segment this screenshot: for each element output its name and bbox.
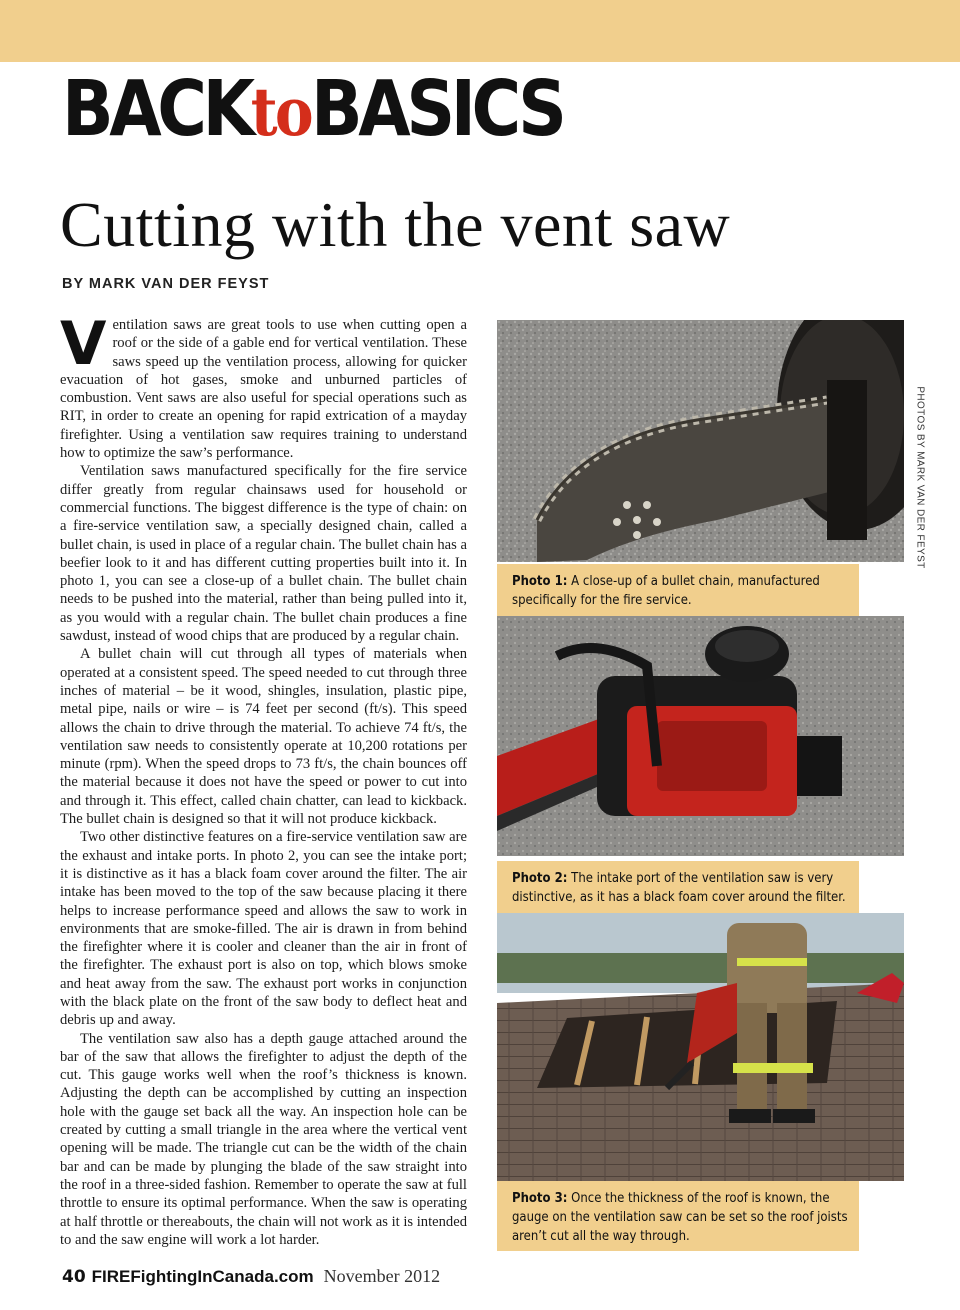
- photo-3-caption: [497, 1181, 859, 1251]
- article-title: Cutting with the vent saw: [60, 189, 731, 260]
- section-logo: [62, 65, 563, 154]
- photo-3-caption-text: Once the thickness of the roof is known, the gauge on the ventilation saw can be set so the roof joists aren’t cut all the way through.: [512, 1191, 848, 1244]
- website-link[interactable]: FIREFightingInCanada.com: [91, 1267, 314, 1286]
- article-byline: BY MARK VAN DER FEYST: [62, 276, 270, 292]
- section-logo-back: BACK: [62, 65, 251, 154]
- paragraph-4: Two other distinctive features on a fire-service ventilation saw are the exhaust and intake ports. In photo 2, you can see the intake port; it is distinctive as it has a black foam cover around the filter. The air intake has been moved to the top of the saw because placing it there helps to increase performance speed and allows the saw to work in environments that are smoke-filled. The air is drawn in from behind the firefighter where it is cooler and cleaner than the air in front of the firefighter. The exhaust port is also on top, which blows smoke and heat away from the saw. The exhaust port works in conjunction with the black plate on the front of the saw body to deflect heat and debris up and away.: [60, 829, 467, 1029]
- photo-2-caption-label: Photo 2:: [512, 871, 568, 886]
- drop-cap: V: [60, 316, 107, 379]
- page-footer: [62, 1266, 440, 1290]
- photo-2-intake-port: [497, 616, 904, 856]
- paragraph-1-text: entilation saws are great tools to use when cutting open a roof or the side of a gable end for vertical ventilation. These saws speed up the ventilation process, allowing for quicker evacuation of hot gases, smoke and unburned particles of combustion. Vent saws are also useful for special operations such as RIT, in order to create an opening for rapid extrication of a mayday firefighter. Using a ventilation saw requires training to understand how to optimize the saw’s performance.: [60, 317, 467, 462]
- photo-3-caption-label: Photo 3:: [512, 1191, 568, 1206]
- photo-2-caption-text: The intake port of the ventilation saw is very distinctive, as it has a black foam cover around the filter.: [512, 871, 846, 905]
- paragraph-1: [60, 316, 467, 462]
- paragraph-2: Ventilation saws manufactured specifically for the fire service differ greatly from regular chainsaws used for household or commercial functions. The biggest difference is the type of chain: on a fire-service ventilation saw, a specially designed chain, called a bullet chain, is used in place of a regular chain. The bullet chain has a beefier look to it and has different cutting properties built into it. In photo 1, you can see a close-up of a bullet chain. The bullet chain needs to be pushed into the material, rather than being pulled into it, as you would with a regular chain. The bullet chain produces a fine sawdust, instead of wood chips that are produced by a regular chain.: [60, 463, 467, 645]
- photo-1-bullet-chain: [497, 320, 904, 562]
- photo-1-caption-text: A close-up of a bullet chain, manufactured specifically for the fire service.: [512, 574, 820, 608]
- paragraph-5: The ventilation saw also has a depth gauge attached around the bar of the saw that allows the firefighter to adjust the depth of the cut. This gauge works well when the roof’s thickness is known. Adjusting the depth can be accomplished by cutting an inspection hole with the gauge set back all the way. An inspection hole can be created by cutting a small triangle in the area where the vertical vent opening will be made. The triangle cut can be the width of the chain bar and can be made by plunging the blade of the saw straight into the roof in a three-sided fashion. Remember to operate the saw at full throttle to ensure its optimal performance. When the saw is operating at half throttle or thereabouts, the chain will not work as it is intended to and the saw engine will work a lot harder.: [60, 1030, 467, 1248]
- photo-1-caption-label: Photo 1:: [512, 574, 568, 589]
- issue-date: November 2012: [323, 1266, 441, 1286]
- section-logo-basics: BASICS: [311, 65, 563, 154]
- photo-credit: PHOTOS BY MARK VAN DER FEYST: [914, 386, 926, 569]
- paragraph-3: A bullet chain will cut through all types of materials when operated at a consistent speed. The speed needed to cut through three inches of material – be it wood, shingles, insulation, plastic pipe, metal pipe, nails or wire – is 74 feet per second (ft/s). This speed allows the chain to drive through the material. To achieve 74 ft/s, the ventilation saw needs to consistently operate at 10,200 rotations per minute (rpm). When the speed drops to 73 ft/s, the chain bounces off the material because it does not have the speed or power to cut into and through it. This effect, called chain chatter, can lead to kickback. The bullet chain is designed so that it will not produce kickback.: [60, 646, 467, 828]
- photo-1-caption: [497, 564, 859, 616]
- article-body: [60, 316, 467, 1260]
- photo-3-roof-cut: [497, 913, 904, 1181]
- page-number: 40: [62, 1267, 86, 1287]
- top-color-band: [0, 0, 960, 62]
- section-logo-to: to: [250, 73, 312, 151]
- photo-2-caption: [497, 861, 859, 913]
